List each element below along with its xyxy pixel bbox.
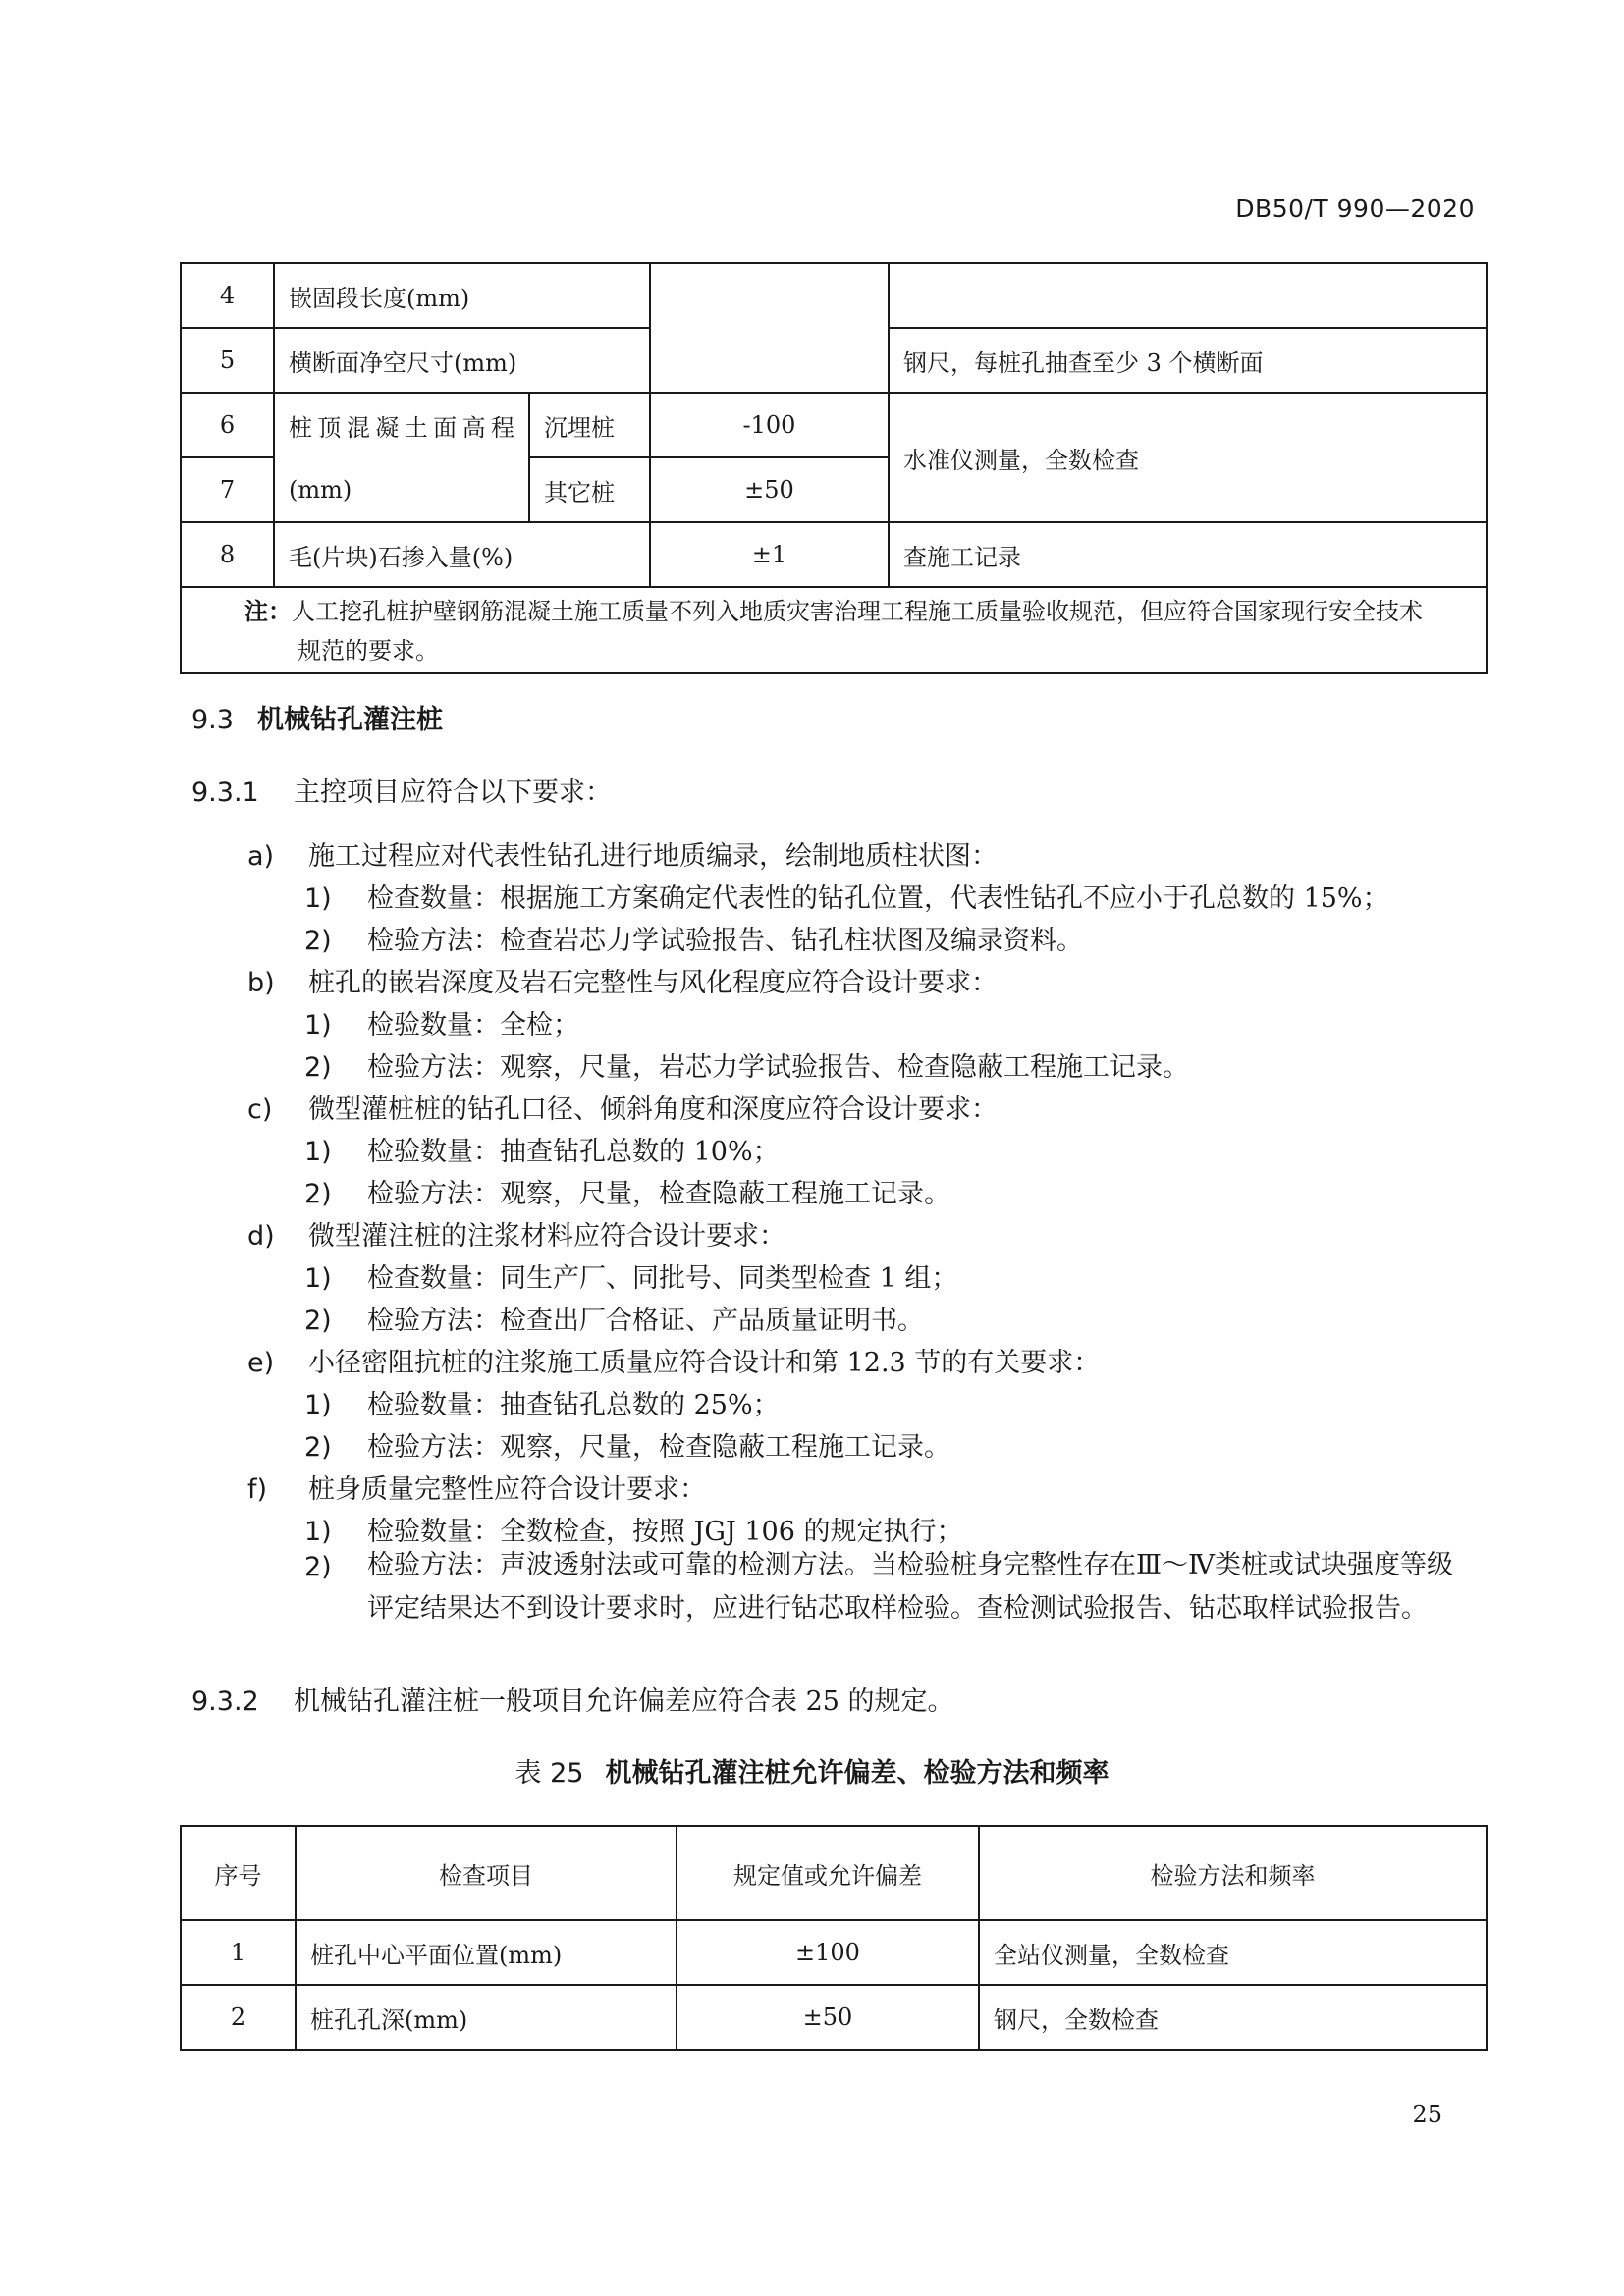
tolerance-cell: ±1 <box>650 522 889 587</box>
sub-item <box>304 1299 924 1337</box>
sub-item-text: 检验数量：全数检查，按照 JGJ 106 的规定执行； <box>367 1517 963 1547</box>
note-text: 人工挖孔桩护壁钢筋混凝土施工质量不列入地质灾害治理工程施工质量验收规范，但应符合国家现行安全技术 <box>292 598 1423 625</box>
tolerance-table-25 <box>180 1825 1488 2051</box>
tolerance-cell: ±50 <box>650 457 889 522</box>
sub-item <box>304 1130 780 1168</box>
item-text: 微型灌注桩的注浆材料应符合设计要求： <box>308 1221 785 1252</box>
tolerance-cell <box>650 263 889 393</box>
sub-item <box>304 1172 950 1210</box>
table-row <box>181 522 1487 587</box>
method-cell: 水准仪测量，全数检查 <box>889 393 1487 522</box>
list-item <box>247 961 998 999</box>
sub-item <box>304 919 1083 957</box>
section-title: 机械钻孔灌注桩 <box>256 705 443 735</box>
list-item <box>247 1468 706 1506</box>
sub-item <box>304 1045 1189 1084</box>
table-number: 表 25 <box>514 1758 584 1789</box>
sub-item-label: 1) <box>304 883 332 914</box>
clause-text: 机械钻孔灌注桩一般项目允许偏差应符合表 25 的规定。 <box>294 1686 954 1717</box>
tolerance-cell: ±50 <box>677 1985 979 2050</box>
header-no: 序号 <box>181 1826 296 1920</box>
tolerance-cell: -100 <box>650 393 889 457</box>
sub-item <box>304 1383 780 1421</box>
document-code: DB50/T 990—2020 <box>1235 194 1475 223</box>
sub-item-label: 1) <box>304 1390 332 1420</box>
method-cell: 钢尺，每桩孔抽查至少 3 个横断面 <box>889 328 1487 393</box>
row-number: 1 <box>181 1920 296 1985</box>
section-number: 9.3 <box>191 705 234 735</box>
check-subitem: 沉埋桩 <box>529 393 650 457</box>
check-subitem: 其它桩 <box>529 457 650 522</box>
sub-item-label: 1) <box>304 1137 332 1167</box>
table-title: 机械钻孔灌注桩允许偏差、检验方法和频率 <box>605 1758 1110 1789</box>
item-label: c) <box>247 1095 273 1125</box>
sub-item-label: 2) <box>304 1052 332 1083</box>
item-text: 微型灌桩桩的钻孔口径、倾斜角度和深度应符合设计要求： <box>308 1095 998 1125</box>
list-item <box>247 1088 998 1126</box>
table-row <box>181 1985 1487 2050</box>
note-label: 注： <box>244 598 292 625</box>
item-label: b) <box>247 968 275 998</box>
table-note-row <box>181 587 1487 673</box>
item-label: d) <box>247 1221 275 1252</box>
check-item: 横断面净空尺寸(mm) <box>274 328 650 393</box>
table-row <box>181 263 1487 328</box>
list-item <box>247 834 998 873</box>
method-cell <box>889 263 1487 328</box>
table-caption <box>0 1751 1624 1789</box>
section-heading <box>191 698 443 736</box>
clause-932 <box>191 1680 954 1718</box>
sub-item-text: 检查数量：根据施工方案确定代表性的钻孔位置，代表性钻孔不应小于孔总数的 15%； <box>367 883 1389 914</box>
table-header-row <box>181 1826 1487 1920</box>
row-number: 5 <box>181 328 274 393</box>
check-item: 桩孔孔深(mm) <box>296 1985 677 2050</box>
row-number: 8 <box>181 522 274 587</box>
sub-item-label: 2) <box>304 926 332 956</box>
clause-number: 9.3.1 <box>191 777 259 808</box>
item-label: f) <box>247 1474 268 1505</box>
table-note <box>181 587 1487 673</box>
sub-item-text: 检查数量：同生产厂、同批号、同类型检查 1 组； <box>367 1263 958 1294</box>
item-label: e) <box>247 1348 275 1378</box>
check-item: 毛(片块)石掺入量(%) <box>274 522 650 587</box>
tolerance-cell: ±100 <box>677 1920 979 1985</box>
sub-item-label: 2) <box>304 1306 332 1336</box>
sub-item-label: 1) <box>304 1010 332 1041</box>
clause-text: 主控项目应符合以下要求： <box>294 777 612 808</box>
item-label: a) <box>247 841 275 872</box>
check-item: 桩顶混凝土面高程 <box>274 393 529 457</box>
list-item <box>247 1214 785 1253</box>
sub-item-text: 检验方法：检查岩芯力学试验报告、钻孔柱状图及编录资料。 <box>367 926 1083 956</box>
check-item: (mm) <box>274 457 529 522</box>
item-text: 小径密阻抗桩的注浆施工质量应符合设计和第 12.3 节的有关要求： <box>308 1348 1101 1378</box>
sub-item-text: 检验数量：抽查钻孔总数的 10%； <box>367 1137 780 1167</box>
sub-item-text: 检验方法：观察，尺量，岩芯力学试验报告、检查隐蔽工程施工记录。 <box>367 1052 1189 1083</box>
sub-item-label: 1) <box>304 1263 332 1294</box>
clause-number: 9.3.2 <box>191 1686 259 1717</box>
sub-item <box>304 1003 579 1041</box>
sub-item <box>304 1425 950 1464</box>
table-row <box>181 393 1487 457</box>
row-number: 6 <box>181 393 274 457</box>
tolerance-table-continued <box>180 262 1488 674</box>
sub-item-label: 2) <box>304 1432 332 1463</box>
check-item: 嵌固段长度(mm) <box>274 263 650 328</box>
item-text: 桩身质量完整性应符合设计要求： <box>308 1474 706 1505</box>
row-number: 7 <box>181 457 274 522</box>
check-item: 桩孔中心平面位置(mm) <box>296 1920 677 1985</box>
page-number: 25 <box>1412 2101 1442 2128</box>
method-cell: 查施工记录 <box>889 522 1487 587</box>
sub-item <box>304 877 1389 915</box>
header-item: 检查项目 <box>296 1826 677 1920</box>
sub-item-text: 检验方法：观察，尺量，检查隐蔽工程施工记录。 <box>367 1179 950 1209</box>
sub-item <box>304 1552 1473 1630</box>
header-method: 检验方法和频率 <box>979 1826 1487 1920</box>
row-number: 4 <box>181 263 274 328</box>
table-row <box>181 1920 1487 1985</box>
sub-item <box>304 1510 963 1548</box>
header-tolerance: 规定值或允许偏差 <box>677 1826 979 1920</box>
sub-item-text: 检验数量：抽查钻孔总数的 25%； <box>367 1390 780 1420</box>
sub-item-label: 2) <box>304 1179 332 1209</box>
method-cell: 全站仪测量，全数检查 <box>979 1920 1487 1985</box>
clause-931 <box>191 771 612 809</box>
sub-item-text: 检验方法：观察，尺量，检查隐蔽工程施工记录。 <box>367 1432 950 1463</box>
sub-item <box>304 1256 957 1295</box>
note-text-continued: 规范的要求。 <box>298 637 439 665</box>
method-cell: 钢尺，全数检查 <box>979 1985 1487 2050</box>
sub-item-label: 1) <box>304 1517 332 1547</box>
row-number: 2 <box>181 1985 296 2050</box>
item-text: 施工过程应对代表性钻孔进行地质编录，绘制地质柱状图： <box>308 841 998 872</box>
sub-item-text: 检验数量：全检； <box>367 1010 579 1041</box>
item-text: 桩孔的嵌岩深度及岩石完整性与风化程度应符合设计要求： <box>308 968 998 998</box>
list-item <box>247 1341 1100 1379</box>
sub-item-text: 检验方法：声波透射法或可靠的检测方法。当检验桩身完整性存在Ⅲ～Ⅳ类桩或试块强度等级评定结果达不到设计要求时，应进行钻芯取样检验。查检测试验报告、钻芯取样试验报告。 <box>367 1550 1454 1624</box>
sub-item-text: 检验方法：检查出厂合格证、产品质量证明书。 <box>367 1306 924 1336</box>
sub-item-label: 2) <box>304 1552 332 1582</box>
